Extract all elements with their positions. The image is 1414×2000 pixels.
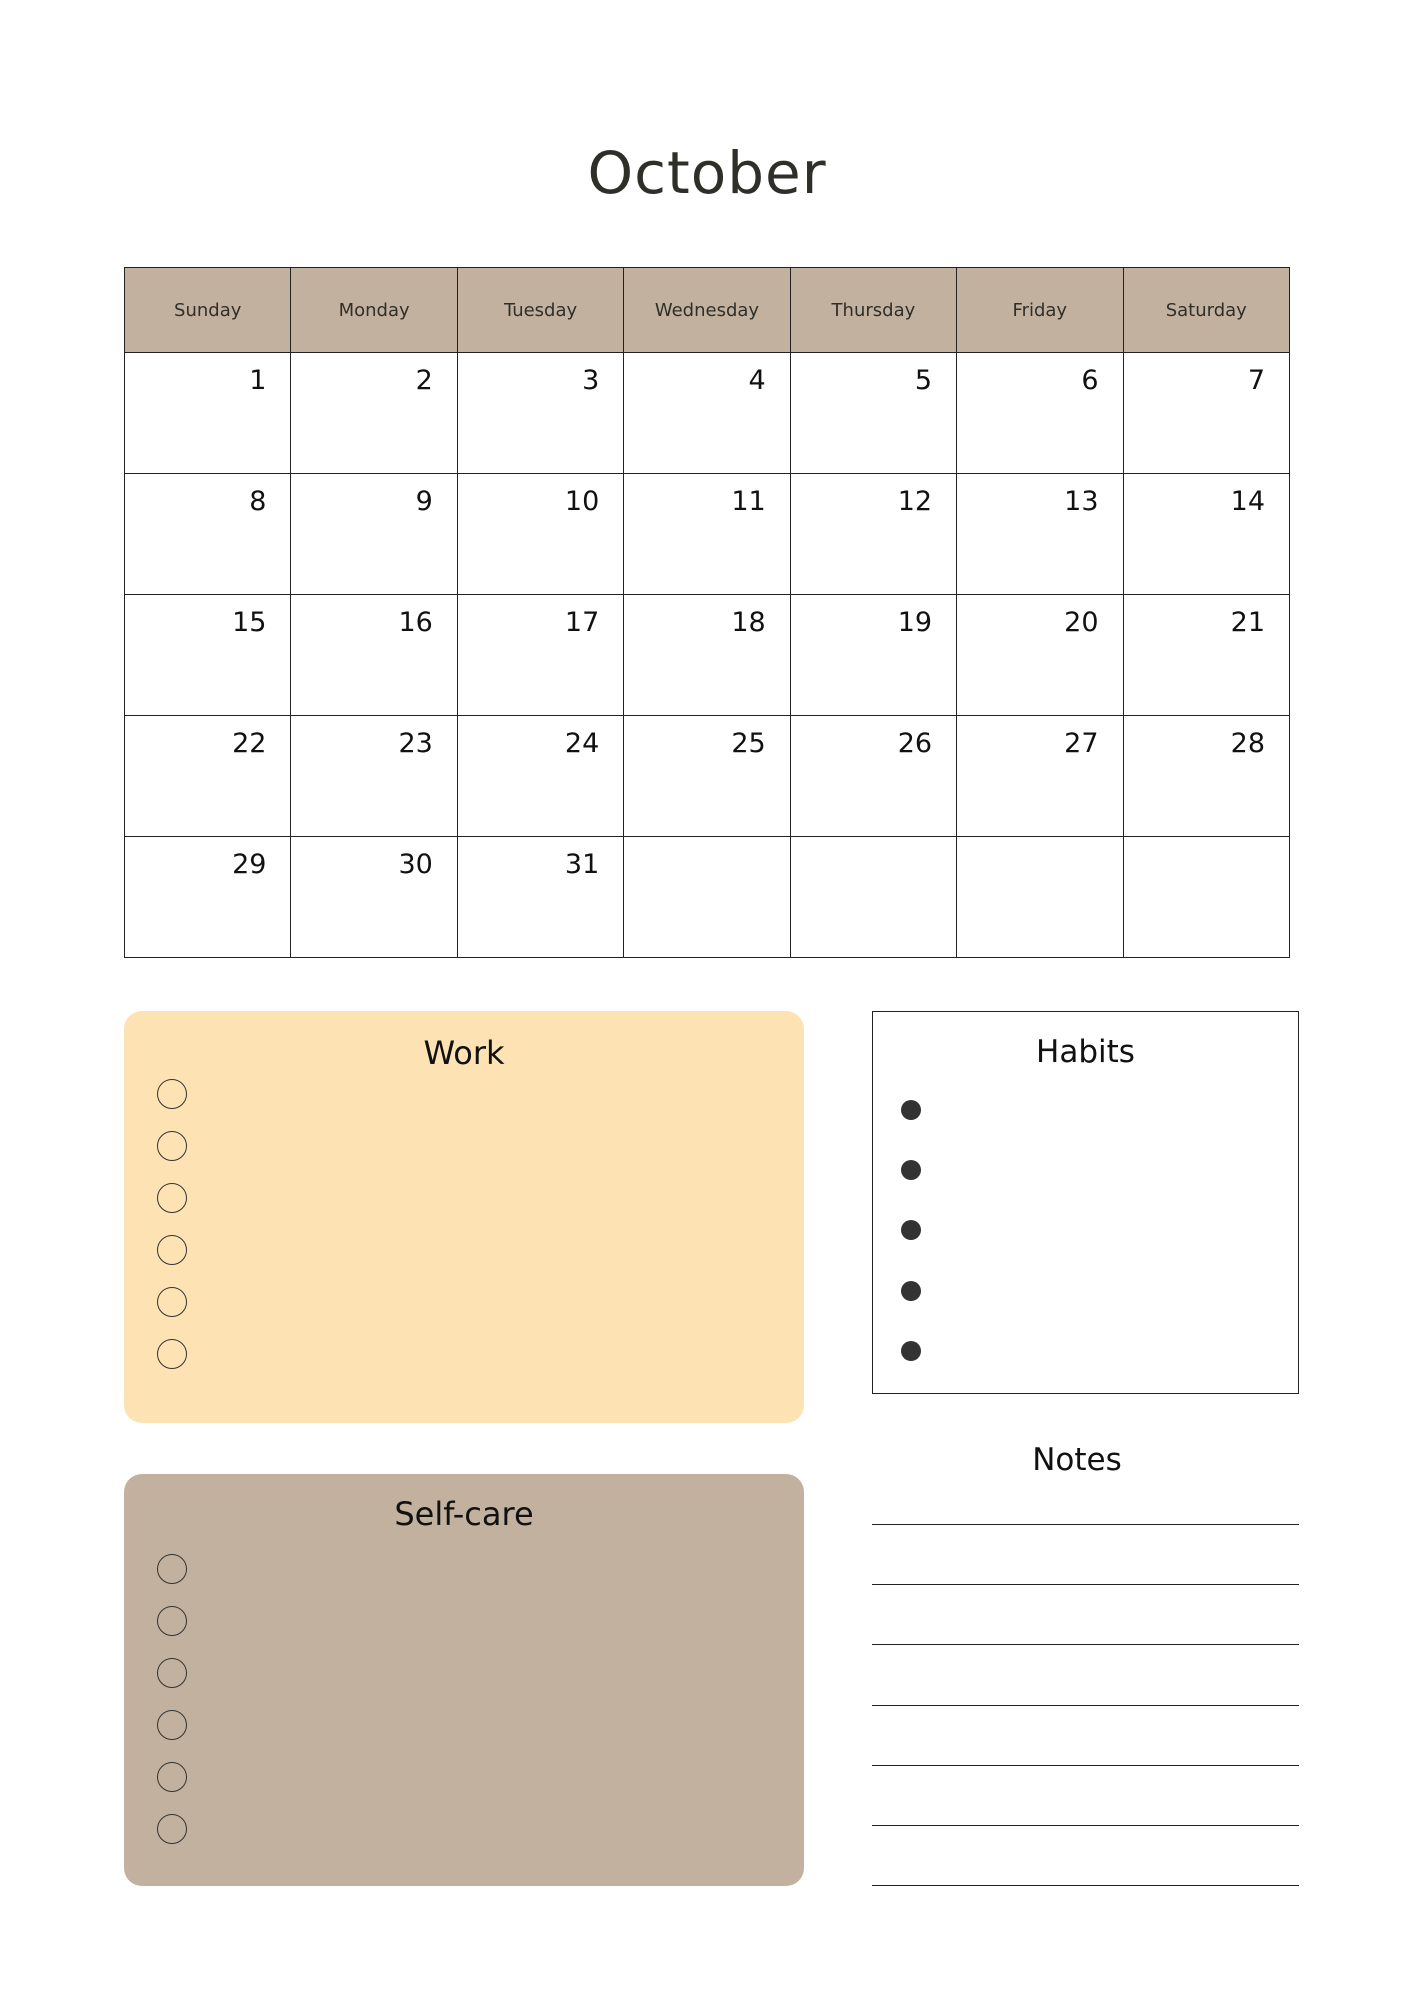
selfcare-checkbox[interactable] — [157, 1606, 187, 1636]
weekday-header-row — [125, 268, 1290, 353]
selfcare-section — [124, 1474, 804, 1886]
day-number: 3 — [582, 365, 600, 396]
day-cell[interactable] — [624, 837, 790, 958]
selfcare-checkbox[interactable] — [157, 1710, 187, 1740]
day-cell[interactable] — [457, 837, 623, 958]
day-cell[interactable] — [457, 353, 623, 474]
note-line[interactable] — [872, 1705, 1299, 1706]
weekday-sunday: Sunday — [125, 268, 291, 353]
day-cell[interactable] — [957, 474, 1123, 595]
day-cell[interactable] — [624, 474, 790, 595]
calendar-grid — [124, 267, 1290, 958]
day-cell[interactable] — [957, 837, 1123, 958]
habit-bullet — [901, 1341, 921, 1361]
day-cell[interactable] — [125, 716, 291, 837]
day-number: 27 — [1064, 728, 1099, 759]
day-cell[interactable] — [291, 474, 457, 595]
week-row — [125, 595, 1290, 716]
page-title: October — [587, 139, 827, 207]
week-row — [125, 474, 1290, 595]
day-cell[interactable] — [125, 353, 291, 474]
habit-bullet — [901, 1100, 921, 1120]
day-number: 31 — [564, 849, 600, 880]
day-number: 12 — [897, 486, 933, 517]
day-number: 28 — [1230, 728, 1265, 759]
day-number: 22 — [232, 728, 267, 759]
day-number: 17 — [564, 607, 600, 638]
day-number: 14 — [1230, 486, 1265, 517]
day-cell[interactable] — [125, 474, 291, 595]
day-cell[interactable] — [1123, 837, 1289, 958]
day-number: 21 — [1230, 607, 1265, 638]
week-row — [125, 837, 1290, 958]
day-number: 16 — [398, 607, 433, 638]
day-number: 23 — [398, 728, 433, 759]
selfcare-title: Self-care — [394, 1495, 534, 1533]
day-cell[interactable] — [291, 595, 457, 716]
day-number: 9 — [415, 486, 433, 517]
habit-bullet — [901, 1220, 921, 1240]
work-checkbox[interactable] — [157, 1235, 187, 1265]
habit-bullet — [901, 1160, 921, 1180]
day-number: 10 — [564, 486, 600, 517]
day-cell[interactable] — [790, 474, 956, 595]
day-cell[interactable] — [790, 353, 956, 474]
day-number: 8 — [249, 486, 267, 517]
note-line[interactable] — [872, 1885, 1299, 1886]
weekday-friday: Friday — [957, 268, 1123, 353]
day-cell[interactable] — [291, 837, 457, 958]
note-line[interactable] — [872, 1524, 1299, 1525]
day-number — [624, 837, 789, 849]
day-cell[interactable] — [624, 595, 790, 716]
day-number: 15 — [232, 607, 267, 638]
habit-bullet — [901, 1281, 921, 1301]
day-number: 1 — [249, 365, 267, 396]
day-cell[interactable] — [790, 595, 956, 716]
work-checkbox[interactable] — [157, 1183, 187, 1213]
day-number: 7 — [1247, 365, 1265, 396]
note-line[interactable] — [872, 1825, 1299, 1826]
weekday-wednesday: Wednesday — [624, 268, 790, 353]
day-number: 11 — [731, 486, 766, 517]
day-number: 6 — [1081, 365, 1099, 396]
week-row — [125, 716, 1290, 837]
day-number: 2 — [415, 365, 433, 396]
work-checkbox[interactable] — [157, 1131, 187, 1161]
work-section — [124, 1011, 804, 1423]
day-number — [791, 837, 956, 849]
day-cell[interactable] — [1123, 716, 1289, 837]
note-line[interactable] — [872, 1644, 1299, 1645]
selfcare-checkbox[interactable] — [157, 1658, 187, 1688]
day-cell[interactable] — [457, 716, 623, 837]
selfcare-checkbox[interactable] — [157, 1554, 187, 1584]
week-row — [125, 353, 1290, 474]
habits-title: Habits — [1036, 1034, 1135, 1070]
selfcare-checkbox[interactable] — [157, 1814, 187, 1844]
day-cell[interactable] — [457, 595, 623, 716]
day-cell[interactable] — [291, 716, 457, 837]
day-cell[interactable] — [125, 595, 291, 716]
day-cell[interactable] — [790, 716, 956, 837]
day-number: 29 — [232, 849, 267, 880]
day-number: 20 — [1064, 607, 1099, 638]
day-cell[interactable] — [957, 716, 1123, 837]
weekday-tuesday: Tuesday — [457, 268, 623, 353]
day-cell[interactable] — [125, 837, 291, 958]
day-cell[interactable] — [291, 353, 457, 474]
day-number: 25 — [731, 728, 766, 759]
day-number: 24 — [564, 728, 600, 759]
habits-section — [872, 1011, 1299, 1394]
day-number: 30 — [398, 849, 433, 880]
day-number — [1124, 837, 1289, 849]
day-number: 19 — [897, 607, 933, 638]
day-number — [957, 837, 1122, 849]
day-cell[interactable] — [457, 474, 623, 595]
weekday-thursday: Thursday — [790, 268, 956, 353]
day-cell[interactable] — [957, 595, 1123, 716]
weekday-monday: Monday — [291, 268, 457, 353]
work-checkbox[interactable] — [157, 1079, 187, 1109]
day-cell[interactable] — [1123, 353, 1289, 474]
work-title: Work — [423, 1034, 505, 1072]
day-cell[interactable] — [1123, 474, 1289, 595]
weekday-saturday: Saturday — [1123, 268, 1289, 353]
day-cell[interactable] — [957, 353, 1123, 474]
work-checkbox[interactable] — [157, 1287, 187, 1317]
day-number: 26 — [897, 728, 933, 759]
day-cell[interactable] — [624, 716, 790, 837]
day-number: 4 — [748, 365, 766, 396]
note-line[interactable] — [872, 1765, 1299, 1766]
day-number: 18 — [731, 607, 766, 638]
selfcare-checkbox[interactable] — [157, 1762, 187, 1792]
day-number: 13 — [1064, 486, 1099, 517]
day-cell[interactable] — [624, 353, 790, 474]
day-number: 5 — [914, 365, 933, 396]
note-line[interactable] — [872, 1584, 1299, 1585]
day-cell[interactable] — [790, 837, 956, 958]
work-checkbox[interactable] — [157, 1339, 187, 1369]
day-cell[interactable] — [1123, 595, 1289, 716]
notes-title: Notes — [1032, 1442, 1122, 1478]
